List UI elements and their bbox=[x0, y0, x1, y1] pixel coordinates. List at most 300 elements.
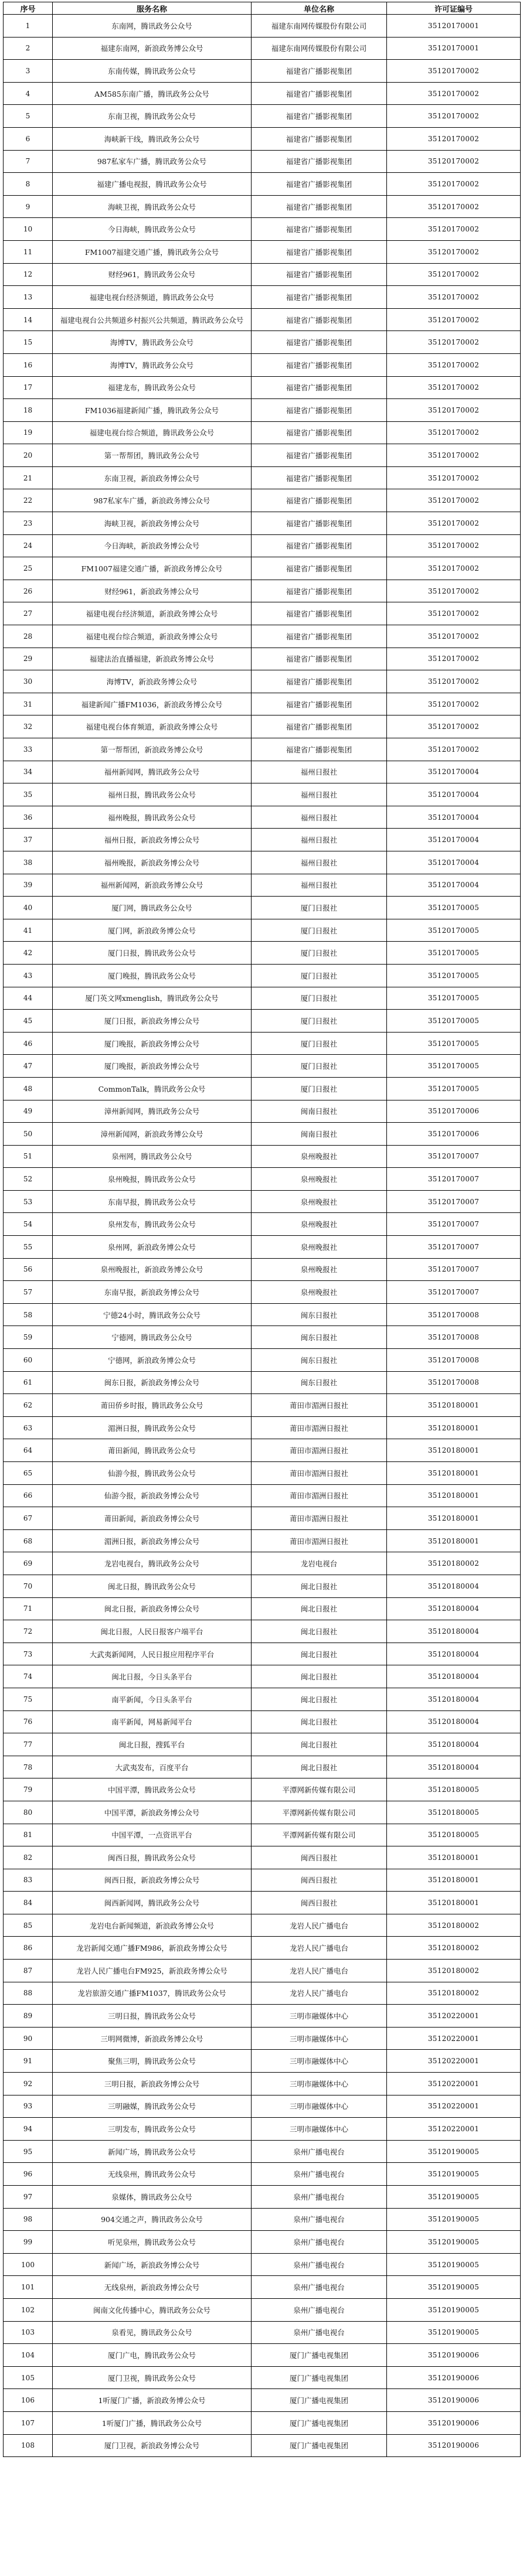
table-row bbox=[4, 2005, 521, 2028]
row-org-name: 闽北日报社 bbox=[252, 1665, 387, 1688]
table-row bbox=[4, 1710, 521, 1733]
row-seq: 60 bbox=[4, 1349, 53, 1372]
row-org-name: 福建省广播影视集团 bbox=[252, 195, 387, 218]
row-org-name: 福建省广播影视集团 bbox=[252, 240, 387, 263]
row-license-number: 35120170006 bbox=[387, 1100, 521, 1123]
row-license-number: 35120170007 bbox=[387, 1190, 521, 1213]
table-row bbox=[4, 1190, 521, 1213]
row-org-name: 厦门日报社 bbox=[252, 1010, 387, 1033]
table-row bbox=[4, 1643, 521, 1665]
table-row bbox=[4, 37, 521, 60]
row-org-name: 闽东日报社 bbox=[252, 1349, 387, 1372]
row-service-name: 大武夷新闻网，人民日报应用程序平台 bbox=[53, 1643, 252, 1665]
row-seq: 4 bbox=[4, 82, 53, 105]
row-seq: 101 bbox=[4, 2276, 53, 2299]
row-seq: 45 bbox=[4, 1010, 53, 1033]
row-seq: 97 bbox=[4, 2186, 53, 2209]
row-license-number: 35120190005 bbox=[387, 2163, 521, 2186]
row-seq: 7 bbox=[4, 150, 53, 173]
row-license-number: 35120170005 bbox=[387, 942, 521, 965]
row-org-name: 福建东南网传媒股份有限公司 bbox=[252, 37, 387, 60]
row-license-number: 35120170007 bbox=[387, 1168, 521, 1191]
row-org-name: 莆田市湄洲日报社 bbox=[252, 1416, 387, 1439]
row-org-name: 福建东南网传媒股份有限公司 bbox=[252, 15, 387, 38]
row-license-number: 35120170005 bbox=[387, 897, 521, 919]
row-org-name: 龙岩人民广播电台 bbox=[252, 1982, 387, 2005]
row-service-name: 龙岩电视台，腾讯政务公众号 bbox=[53, 1552, 252, 1575]
table-row bbox=[4, 2118, 521, 2141]
row-license-number: 35120170002 bbox=[387, 557, 521, 580]
row-org-name: 厦门广播电视集团 bbox=[252, 2434, 387, 2457]
row-service-name: 厦门英文网xmenglish，腾讯政务公众号 bbox=[53, 987, 252, 1010]
row-service-name: 仙游今报，腾讯政务公众号 bbox=[53, 1462, 252, 1485]
row-org-name: 福州日报社 bbox=[252, 761, 387, 783]
row-org-name: 闽西日报社 bbox=[252, 1869, 387, 1892]
row-service-name: 仙游今报，新浪政务博公众号 bbox=[53, 1484, 252, 1507]
row-service-name: 东南早报，腾讯政务公众号 bbox=[53, 1190, 252, 1213]
table-row bbox=[4, 1416, 521, 1439]
table-row bbox=[4, 942, 521, 965]
table-row bbox=[4, 1507, 521, 1530]
row-seq: 56 bbox=[4, 1258, 53, 1281]
table-row bbox=[4, 60, 521, 83]
row-org-name: 福建省广播影视集团 bbox=[252, 421, 387, 444]
row-license-number: 35120190005 bbox=[387, 2321, 521, 2344]
row-license-number: 35120180004 bbox=[387, 1575, 521, 1597]
row-seq: 100 bbox=[4, 2253, 53, 2276]
row-org-name: 莆田市湄洲日报社 bbox=[252, 1462, 387, 1485]
row-seq: 81 bbox=[4, 1824, 53, 1846]
row-seq: 59 bbox=[4, 1326, 53, 1349]
row-seq: 40 bbox=[4, 897, 53, 919]
row-service-name: 闽北日报，搜狐平台 bbox=[53, 1733, 252, 1756]
row-license-number: 35120180004 bbox=[387, 1733, 521, 1756]
row-org-name: 福建省广播影视集团 bbox=[252, 218, 387, 241]
row-org-name: 闽北日报社 bbox=[252, 1710, 387, 1733]
table-row bbox=[4, 1010, 521, 1033]
row-org-name: 闽东日报社 bbox=[252, 1371, 387, 1394]
row-service-name: 莆田新闻，新浪政务博公众号 bbox=[53, 1507, 252, 1530]
table-row bbox=[4, 2140, 521, 2163]
row-seq: 22 bbox=[4, 489, 53, 512]
row-license-number: 35120170002 bbox=[387, 376, 521, 399]
row-seq: 103 bbox=[4, 2321, 53, 2344]
row-seq: 39 bbox=[4, 874, 53, 897]
row-seq: 64 bbox=[4, 1439, 53, 1462]
row-service-name: 中国平潭，新浪政务博公众号 bbox=[53, 1801, 252, 1824]
table-row bbox=[4, 1597, 521, 1620]
row-service-name: 龙岩电台新闻频道，新浪政务博公众号 bbox=[53, 1914, 252, 1937]
row-org-name: 福州日报社 bbox=[252, 806, 387, 829]
table-row bbox=[4, 1168, 521, 1191]
row-org-name: 三明市融媒体中心 bbox=[252, 2118, 387, 2141]
table-header-row bbox=[4, 2, 521, 15]
row-org-name: 厦门日报社 bbox=[252, 897, 387, 919]
row-seq: 17 bbox=[4, 376, 53, 399]
row-service-name: 厦门晚报，新浪政务博公众号 bbox=[53, 1055, 252, 1078]
row-seq: 96 bbox=[4, 2163, 53, 2186]
row-org-name: 福建省广播影视集团 bbox=[252, 82, 387, 105]
row-license-number: 35120170007 bbox=[387, 1145, 521, 1168]
row-license-number: 35120170002 bbox=[387, 82, 521, 105]
row-license-number: 35120170002 bbox=[387, 715, 521, 738]
row-license-number: 35120170001 bbox=[387, 15, 521, 38]
row-license-number: 35120170001 bbox=[387, 37, 521, 60]
row-org-name: 福建省广播影视集团 bbox=[252, 489, 387, 512]
row-license-number: 35120190005 bbox=[387, 2298, 521, 2321]
row-org-name: 福建省广播影视集团 bbox=[252, 150, 387, 173]
row-seq: 76 bbox=[4, 1710, 53, 1733]
row-service-name: 福建电视台经济频道，新浪政务博公众号 bbox=[53, 602, 252, 625]
table-row bbox=[4, 1439, 521, 1462]
row-org-name: 福州日报社 bbox=[252, 851, 387, 874]
row-service-name: 三明日报，新浪政务博公众号 bbox=[53, 2073, 252, 2095]
row-license-number: 35120220001 bbox=[387, 2073, 521, 2095]
row-seq: 15 bbox=[4, 331, 53, 354]
row-service-name: 财经961，腾讯政务公众号 bbox=[53, 263, 252, 286]
row-seq: 47 bbox=[4, 1055, 53, 1078]
row-org-name: 三明市融媒体中心 bbox=[252, 2095, 387, 2118]
table-row bbox=[4, 2231, 521, 2254]
table-row bbox=[4, 1937, 521, 1960]
table-row bbox=[4, 534, 521, 557]
table-row bbox=[4, 761, 521, 783]
row-license-number: 35120180001 bbox=[387, 1529, 521, 1552]
row-service-name: 第一帮帮团，腾讯政务公众号 bbox=[53, 444, 252, 467]
table-row bbox=[4, 466, 521, 489]
row-service-name: 闽西日报，新浪政务博公众号 bbox=[53, 1869, 252, 1892]
row-org-name: 泉州广播电视台 bbox=[252, 2140, 387, 2163]
row-license-number: 35120170002 bbox=[387, 105, 521, 128]
row-seq: 71 bbox=[4, 1597, 53, 1620]
row-seq: 83 bbox=[4, 1869, 53, 1892]
table-body bbox=[4, 15, 521, 2457]
row-service-name: 莆田新闻，腾讯政务公众号 bbox=[53, 1439, 252, 1462]
row-service-name: 中国平潭，一点资讯平台 bbox=[53, 1824, 252, 1846]
row-seq: 80 bbox=[4, 1801, 53, 1824]
row-seq: 11 bbox=[4, 240, 53, 263]
row-license-number: 35120170005 bbox=[387, 1077, 521, 1100]
row-org-name: 泉州晚报社 bbox=[252, 1213, 387, 1236]
row-seq: 53 bbox=[4, 1190, 53, 1213]
row-license-number: 35120190006 bbox=[387, 2411, 521, 2434]
row-license-number: 35120180004 bbox=[387, 1643, 521, 1665]
row-license-number: 35120220001 bbox=[387, 2027, 521, 2050]
row-service-name: 厦门晚报，新浪政务博公众号 bbox=[53, 1032, 252, 1055]
row-org-name: 闽北日报社 bbox=[252, 1575, 387, 1597]
row-service-name: 泉州网，腾讯政务公众号 bbox=[53, 1145, 252, 1168]
row-org-name: 龙岩人民广播电台 bbox=[252, 1914, 387, 1937]
table-row bbox=[4, 648, 521, 670]
table-row bbox=[4, 1778, 521, 1801]
row-org-name: 福建省广播影视集团 bbox=[252, 738, 387, 761]
row-seq: 63 bbox=[4, 1416, 53, 1439]
table-row bbox=[4, 829, 521, 851]
row-seq: 44 bbox=[4, 987, 53, 1010]
row-license-number: 35120190005 bbox=[387, 2186, 521, 2209]
row-seq: 29 bbox=[4, 648, 53, 670]
row-org-name: 厦门日报社 bbox=[252, 1055, 387, 1078]
row-org-name: 泉州广播电视台 bbox=[252, 2321, 387, 2344]
row-service-name: 东南早报，新浪政务博公众号 bbox=[53, 1281, 252, 1304]
row-seq: 34 bbox=[4, 761, 53, 783]
row-org-name: 泉州晚报社 bbox=[252, 1281, 387, 1304]
header-license-number: 许可证编号 bbox=[387, 2, 521, 15]
row-license-number: 35120180001 bbox=[387, 1507, 521, 1530]
row-seq: 31 bbox=[4, 693, 53, 715]
row-service-name: 湄洲日报，新浪政务博公众号 bbox=[53, 1529, 252, 1552]
table-row bbox=[4, 195, 521, 218]
row-org-name: 福建省广播影视集团 bbox=[252, 580, 387, 602]
row-org-name: 厦门日报社 bbox=[252, 964, 387, 987]
header-service-name: 服务名称 bbox=[53, 2, 252, 15]
row-seq: 90 bbox=[4, 2027, 53, 2050]
row-license-number: 35120180005 bbox=[387, 1801, 521, 1824]
row-org-name: 厦门广播电视集团 bbox=[252, 2344, 387, 2367]
row-service-name: 福州新闻网，腾讯政务公众号 bbox=[53, 761, 252, 783]
row-org-name: 莆田市湄洲日报社 bbox=[252, 1439, 387, 1462]
row-service-name: 东南卫视，新浪政务博公众号 bbox=[53, 466, 252, 489]
row-service-name: 宁德网，腾讯政务公众号 bbox=[53, 1326, 252, 1349]
row-service-name: 泉州晚报社，新浪政务博公众号 bbox=[53, 1258, 252, 1281]
table-row bbox=[4, 1801, 521, 1824]
row-seq: 5 bbox=[4, 105, 53, 128]
row-org-name: 闽北日报社 bbox=[252, 1620, 387, 1643]
row-service-name: 新闻广场，腾讯政务公众号 bbox=[53, 2140, 252, 2163]
table-row bbox=[4, 82, 521, 105]
row-license-number: 35120170002 bbox=[387, 602, 521, 625]
row-seq: 55 bbox=[4, 1236, 53, 1259]
row-license-number: 35120170008 bbox=[387, 1371, 521, 1394]
row-license-number: 35120170007 bbox=[387, 1258, 521, 1281]
row-license-number: 35120170002 bbox=[387, 512, 521, 535]
row-service-name: 三明日报，腾讯政务公众号 bbox=[53, 2005, 252, 2028]
table-row bbox=[4, 1258, 521, 1281]
table-row bbox=[4, 897, 521, 919]
row-seq: 106 bbox=[4, 2389, 53, 2412]
row-seq: 99 bbox=[4, 2231, 53, 2254]
row-license-number: 35120180001 bbox=[387, 1484, 521, 1507]
table-row bbox=[4, 444, 521, 467]
table-row bbox=[4, 987, 521, 1010]
license-table bbox=[3, 2, 521, 2457]
table-row bbox=[4, 670, 521, 693]
row-service-name: 福州新闻网，新浪政务博公众号 bbox=[53, 874, 252, 897]
row-seq: 16 bbox=[4, 353, 53, 376]
row-org-name: 福建省广播影视集团 bbox=[252, 60, 387, 83]
row-seq: 92 bbox=[4, 2073, 53, 2095]
table-row bbox=[4, 1077, 521, 1100]
row-seq: 75 bbox=[4, 1688, 53, 1710]
row-org-name: 福建省广播影视集团 bbox=[252, 715, 387, 738]
row-license-number: 35120180001 bbox=[387, 1892, 521, 1914]
row-org-name: 闽西日报社 bbox=[252, 1846, 387, 1869]
row-license-number: 35120170002 bbox=[387, 693, 521, 715]
table-row bbox=[4, 105, 521, 128]
row-license-number: 35120170005 bbox=[387, 987, 521, 1010]
row-seq: 58 bbox=[4, 1303, 53, 1326]
row-seq: 70 bbox=[4, 1575, 53, 1597]
row-seq: 52 bbox=[4, 1168, 53, 1191]
row-service-name: 三明发布，腾讯政务公众号 bbox=[53, 2118, 252, 2141]
row-org-name: 泉州广播电视台 bbox=[252, 2298, 387, 2321]
row-service-name: 福州晚报，腾讯政务公众号 bbox=[53, 806, 252, 829]
row-org-name: 福建省广播影视集团 bbox=[252, 512, 387, 535]
row-seq: 28 bbox=[4, 625, 53, 648]
row-service-name: 987私家车广播，腾讯政务公众号 bbox=[53, 150, 252, 173]
row-org-name: 福州日报社 bbox=[252, 829, 387, 851]
table-row bbox=[4, 2073, 521, 2095]
row-license-number: 35120180004 bbox=[387, 1688, 521, 1710]
row-license-number: 35120170002 bbox=[387, 60, 521, 83]
row-seq: 46 bbox=[4, 1032, 53, 1055]
row-license-number: 35120170005 bbox=[387, 919, 521, 942]
row-seq: 94 bbox=[4, 2118, 53, 2141]
row-service-name: 今日海峡，新浪政务博公众号 bbox=[53, 534, 252, 557]
row-org-name: 厦门广播电视集团 bbox=[252, 2389, 387, 2412]
row-service-name: 福建电视台体育频道，新浪政务博公众号 bbox=[53, 715, 252, 738]
row-org-name: 莆田市湄洲日报社 bbox=[252, 1394, 387, 1417]
row-license-number: 35120170007 bbox=[387, 1236, 521, 1259]
table-row bbox=[4, 1123, 521, 1146]
row-org-name: 三明市融媒体中心 bbox=[252, 2050, 387, 2073]
row-org-name: 三明市融媒体中心 bbox=[252, 2005, 387, 2028]
row-org-name: 福州日报社 bbox=[252, 874, 387, 897]
table-row bbox=[4, 1055, 521, 1078]
row-seq: 8 bbox=[4, 173, 53, 196]
row-org-name: 福建省广播影视集团 bbox=[252, 353, 387, 376]
row-service-name: FM1007福建交通广播，腾讯政务公众号 bbox=[53, 240, 252, 263]
row-service-name: 漳州新闻网，腾讯政务公众号 bbox=[53, 1100, 252, 1123]
row-service-name: 海峡新干线，腾讯政务公众号 bbox=[53, 127, 252, 150]
table-row bbox=[4, 602, 521, 625]
table-row bbox=[4, 489, 521, 512]
row-seq: 20 bbox=[4, 444, 53, 467]
table-row bbox=[4, 2321, 521, 2344]
table-row bbox=[4, 2027, 521, 2050]
row-org-name: 福建省广播影视集团 bbox=[252, 466, 387, 489]
table-row bbox=[4, 1213, 521, 1236]
row-seq: 104 bbox=[4, 2344, 53, 2367]
row-org-name: 闽南日报社 bbox=[252, 1100, 387, 1123]
row-seq: 24 bbox=[4, 534, 53, 557]
row-seq: 73 bbox=[4, 1643, 53, 1665]
table-row bbox=[4, 286, 521, 309]
row-org-name: 平潭网新传媒有限公司 bbox=[252, 1778, 387, 1801]
table-row bbox=[4, 1688, 521, 1710]
row-license-number: 35120180004 bbox=[387, 1756, 521, 1778]
table-row bbox=[4, 1326, 521, 1349]
row-license-number: 35120180002 bbox=[387, 1960, 521, 1982]
row-seq: 62 bbox=[4, 1394, 53, 1417]
row-license-number: 35120170002 bbox=[387, 444, 521, 467]
row-org-name: 福建省广播影视集团 bbox=[252, 105, 387, 128]
row-org-name: 泉州晚报社 bbox=[252, 1236, 387, 1259]
row-org-name: 闽南日报社 bbox=[252, 1123, 387, 1146]
row-seq: 41 bbox=[4, 919, 53, 942]
table-row bbox=[4, 1960, 521, 1982]
row-license-number: 35120180004 bbox=[387, 1597, 521, 1620]
table-row bbox=[4, 1869, 521, 1892]
row-license-number: 35120170002 bbox=[387, 150, 521, 173]
row-org-name: 福建省广播影视集团 bbox=[252, 444, 387, 467]
row-seq: 25 bbox=[4, 557, 53, 580]
row-license-number: 35120180002 bbox=[387, 1552, 521, 1575]
row-service-name: 财经961，新浪政务博公众号 bbox=[53, 580, 252, 602]
row-seq: 12 bbox=[4, 263, 53, 286]
table-row bbox=[4, 1665, 521, 1688]
row-org-name: 闽东日报社 bbox=[252, 1303, 387, 1326]
table-row bbox=[4, 2050, 521, 2073]
row-service-name: 福建龙布，腾讯政务公众号 bbox=[53, 376, 252, 399]
row-license-number: 35120170008 bbox=[387, 1326, 521, 1349]
row-org-name: 泉州晚报社 bbox=[252, 1258, 387, 1281]
table-row bbox=[4, 15, 521, 38]
row-service-name: 福建电视台综合频道，新浪政务博公众号 bbox=[53, 625, 252, 648]
row-seq: 72 bbox=[4, 1620, 53, 1643]
row-seq: 9 bbox=[4, 195, 53, 218]
row-org-name: 福建省广播影视集团 bbox=[252, 534, 387, 557]
row-license-number: 35120170002 bbox=[387, 353, 521, 376]
row-seq: 2 bbox=[4, 37, 53, 60]
row-license-number: 35120170002 bbox=[387, 534, 521, 557]
row-service-name: 东南网，腾讯政务公众号 bbox=[53, 15, 252, 38]
row-license-number: 35120220001 bbox=[387, 2118, 521, 2141]
row-license-number: 35120170002 bbox=[387, 421, 521, 444]
row-org-name: 莆田市湄洲日报社 bbox=[252, 1507, 387, 1530]
row-org-name: 福建省广播影视集团 bbox=[252, 602, 387, 625]
row-service-name: 无线泉州，腾讯政务公众号 bbox=[53, 2163, 252, 2186]
table-row bbox=[4, 783, 521, 806]
row-org-name: 莆田市湄洲日报社 bbox=[252, 1529, 387, 1552]
row-service-name: 海博TV，新浪政务博公众号 bbox=[53, 670, 252, 693]
row-org-name: 厦门日报社 bbox=[252, 919, 387, 942]
row-service-name: 莆田侨乡时报，腾讯政务公众号 bbox=[53, 1394, 252, 1417]
row-license-number: 35120180001 bbox=[387, 1394, 521, 1417]
row-seq: 33 bbox=[4, 738, 53, 761]
row-service-name: 厦门卫视，新浪政务博公众号 bbox=[53, 2434, 252, 2457]
row-license-number: 35120170002 bbox=[387, 580, 521, 602]
row-license-number: 35120190006 bbox=[387, 2344, 521, 2367]
row-service-name: 大武夷发布，百度平台 bbox=[53, 1756, 252, 1778]
table-row bbox=[4, 2298, 521, 2321]
row-seq: 84 bbox=[4, 1892, 53, 1914]
row-seq: 102 bbox=[4, 2298, 53, 2321]
row-seq: 32 bbox=[4, 715, 53, 738]
row-org-name: 泉州晚报社 bbox=[252, 1145, 387, 1168]
row-license-number: 35120190005 bbox=[387, 2208, 521, 2231]
row-org-name: 福州日报社 bbox=[252, 783, 387, 806]
row-service-name: 南平新闻，网易新闻平台 bbox=[53, 1710, 252, 1733]
row-org-name: 厦门日报社 bbox=[252, 1032, 387, 1055]
row-seq: 68 bbox=[4, 1529, 53, 1552]
table-row bbox=[4, 173, 521, 196]
row-service-name: AM585东南广播，腾讯政务公众号 bbox=[53, 82, 252, 105]
table-row bbox=[4, 1982, 521, 2005]
row-service-name: 厦门日报，腾讯政务公众号 bbox=[53, 942, 252, 965]
row-service-name: 海峡卫视，新浪政务博公众号 bbox=[53, 512, 252, 535]
table-row bbox=[4, 1303, 521, 1326]
row-license-number: 35120170002 bbox=[387, 127, 521, 150]
row-service-name: 闽北日报，今日头条平台 bbox=[53, 1665, 252, 1688]
row-seq: 14 bbox=[4, 308, 53, 331]
table-row bbox=[4, 1484, 521, 1507]
table-row bbox=[4, 851, 521, 874]
table-row bbox=[4, 1914, 521, 1937]
row-service-name: 厦门网，新浪政务博公众号 bbox=[53, 919, 252, 942]
row-org-name: 泉州广播电视台 bbox=[252, 2208, 387, 2231]
row-org-name: 福建省广播影视集团 bbox=[252, 648, 387, 670]
